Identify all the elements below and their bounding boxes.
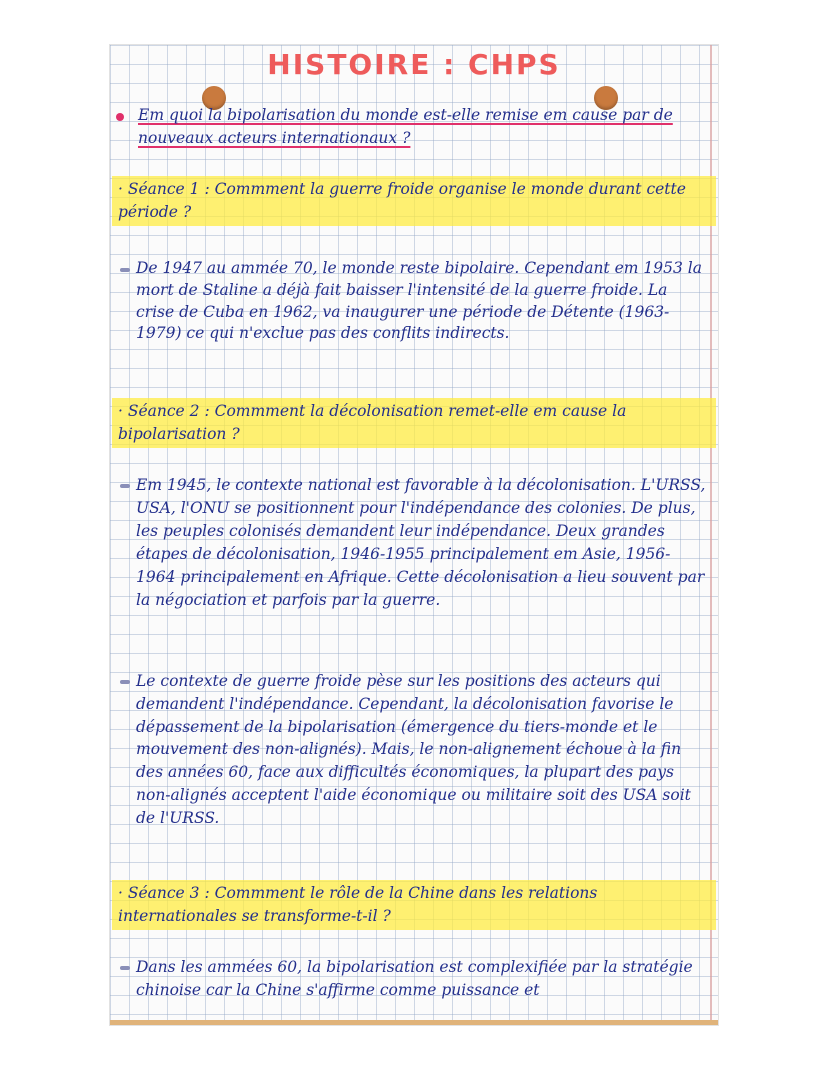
section-2-heading: · Séance 2 : Commment la décolonisation remet-elle em cause la bipolarisation ? — [118, 402, 627, 443]
section-2-paragraph-2: Le contexte de guerre froide pèse sur les positions des acteurs qui demandent l'indépendance. Cependant, la décolonisation favorise le dépassement de la bipolarisation (émergence du tiers-monde et le mouvement des non-alignés). Mais, le non-alignement échoue à la fin des années 60, face aux difficultés économiques, la plupart des pays non-alignés acceptent l'aide économique ou militaire soit des USA soit de l'URSS. — [136, 672, 691, 827]
section-2-paragraph-1: Em 1945, le contexte national est favorable à la décolonisation. L'URSS, USA, l'ONU se positionnent pour l'indépendance des colonies. De plus, les peuples colonisés demandent leur indépendance. Deux grandes étapes de décolonisation, 1946-1955 principalement em Asie, 1956-1964 principalement en Afrique. Cette décolonisation a lieu souvent par la négociation et parfois par la guerre. — [136, 476, 706, 609]
section-3-heading: · Séance 3 : Commment le rôle de la Chine dans les relations internationales se transforme-t-il ? — [118, 884, 598, 925]
bullet-dot-icon — [116, 113, 124, 121]
section-1-paragraph: De 1947 au ammée 70, le monde reste bipolaire. Cependant em 1953 la mort de Staline a déjà fait baisser l'intensité de la guerre froide. La crise de Cuba en 1962, va inaugurer une période de Détente (1963-1979) ce qui n'exclue pas des conflits indirects. — [136, 259, 702, 343]
dash-icon — [120, 680, 130, 684]
page-edge — [110, 1020, 718, 1025]
dash-icon — [120, 484, 130, 488]
main-question: Em quoi la bipolarisation du monde est-elle remise em cause par de nouveaux acteurs internationaux ? — [138, 106, 673, 147]
dash-icon — [120, 966, 130, 970]
section-1-heading: · Séance 1 : Commment la guerre froide organise le monde durant cette période ? — [118, 180, 686, 221]
section-3-paragraph: Dans les ammées 60, la bipolarisation est complexifiée par la stratégie chinoise car la Chine s'affirme comme puissance et — [136, 958, 693, 999]
dash-icon — [120, 268, 130, 272]
page-title: HISTOIRE : CHPS — [267, 48, 561, 81]
